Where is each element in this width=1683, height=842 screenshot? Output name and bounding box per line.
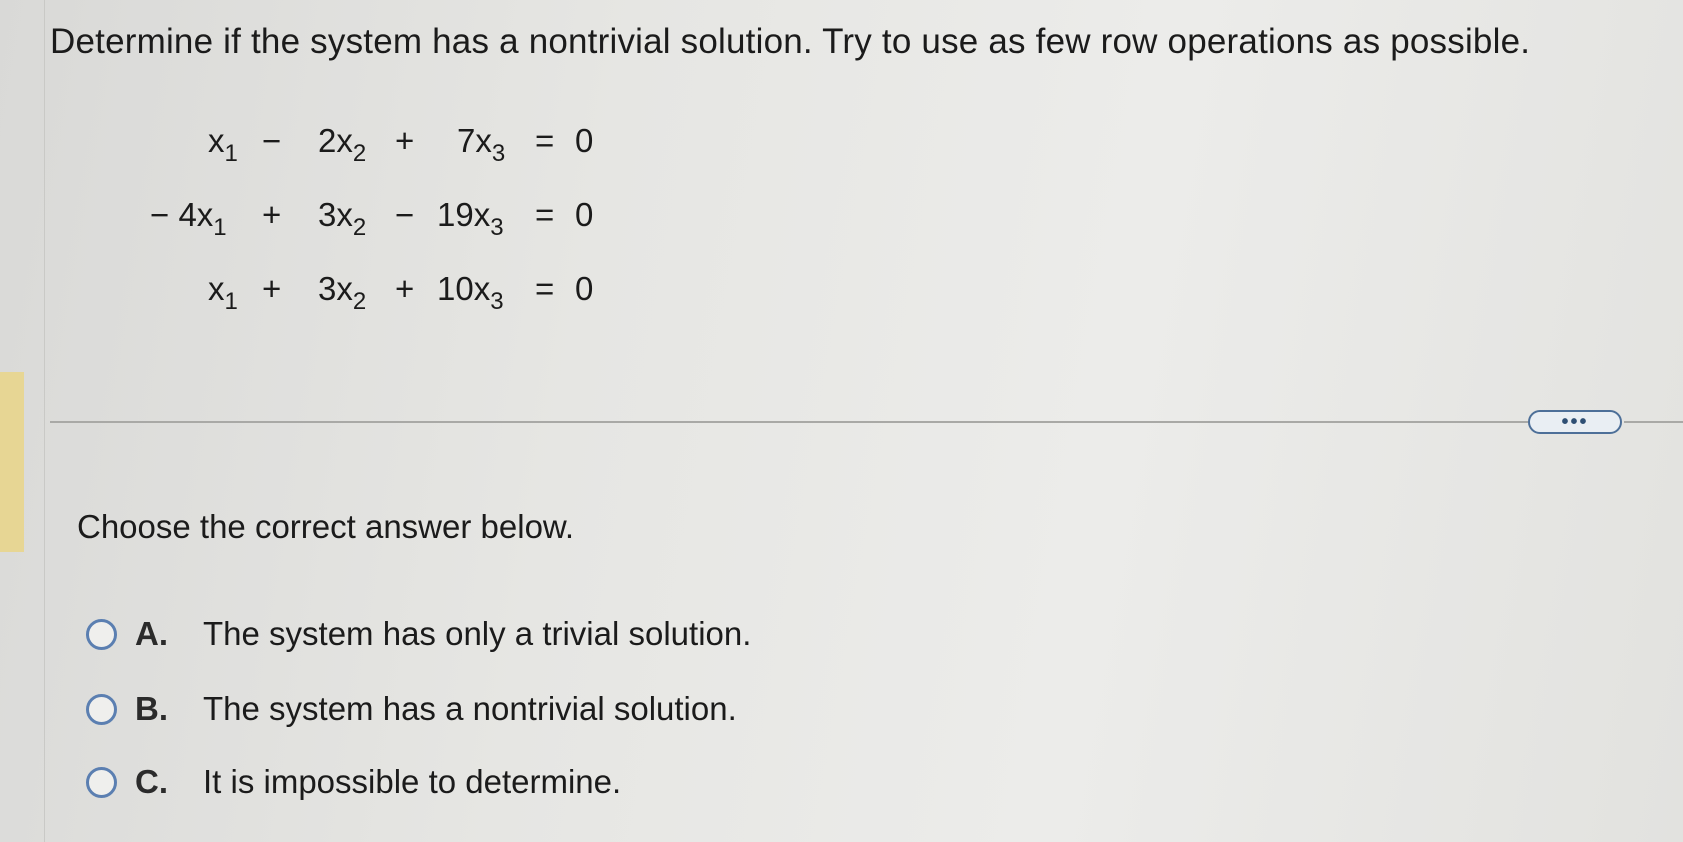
equation-term: $x_1$ (208, 122, 238, 167)
equation-operator: − (262, 122, 282, 159)
equals-sign: = (535, 270, 555, 307)
option-text[interactable]: The system has a nontrivial solution. (203, 690, 737, 727)
equation-term: $3x_2$ (318, 196, 367, 241)
left-accent-strip (0, 372, 24, 552)
equation-rhs: 0 (575, 122, 594, 159)
answer-option-a[interactable] (86, 615, 751, 653)
equation-operator: + (395, 270, 415, 307)
section-divider-right (1624, 421, 1683, 423)
left-border-line (44, 0, 45, 842)
equation-rhs: 0 (575, 196, 594, 233)
equation-rhs: 0 (575, 270, 594, 307)
equation-term: − $4x_1$ (150, 196, 227, 241)
answer-prompt: Choose the correct answer below. (77, 508, 575, 545)
question-text: Determine if the system has a nontrivial solution. Try to use as few row operations as possible. (50, 22, 1531, 61)
expand-more-button[interactable] (1528, 410, 1622, 434)
option-letter: C. (135, 763, 168, 800)
equation-operator: − (395, 196, 415, 233)
answer-option-c[interactable] (86, 763, 621, 801)
option-letter: A. (135, 615, 168, 652)
radio-unselected-icon[interactable] (86, 619, 117, 650)
equation-operator: + (262, 196, 282, 233)
option-letter: B. (135, 690, 168, 727)
equation-operator: + (395, 122, 415, 159)
option-text[interactable]: The system has only a trivial solution. (203, 615, 752, 652)
equation-term: $7x_3$ (457, 122, 506, 167)
equals-sign: = (535, 196, 555, 233)
equals-sign: = (535, 122, 555, 159)
equation-term: $x_1$ (208, 270, 238, 315)
equation-term: $19x_3$ (437, 196, 504, 241)
ellipsis-icon: ••• (1561, 411, 1589, 433)
radio-unselected-icon[interactable] (86, 767, 117, 798)
option-text[interactable]: It is impossible to determine. (203, 763, 622, 800)
answer-option-b[interactable] (86, 690, 737, 728)
equation-term: $2x_2$ (318, 122, 367, 167)
section-divider (50, 421, 1528, 423)
equation-term: $3x_2$ (318, 270, 367, 315)
equation-operator: + (262, 270, 282, 307)
equation-term: $10x_3$ (437, 270, 504, 315)
radio-unselected-icon[interactable] (86, 694, 117, 725)
